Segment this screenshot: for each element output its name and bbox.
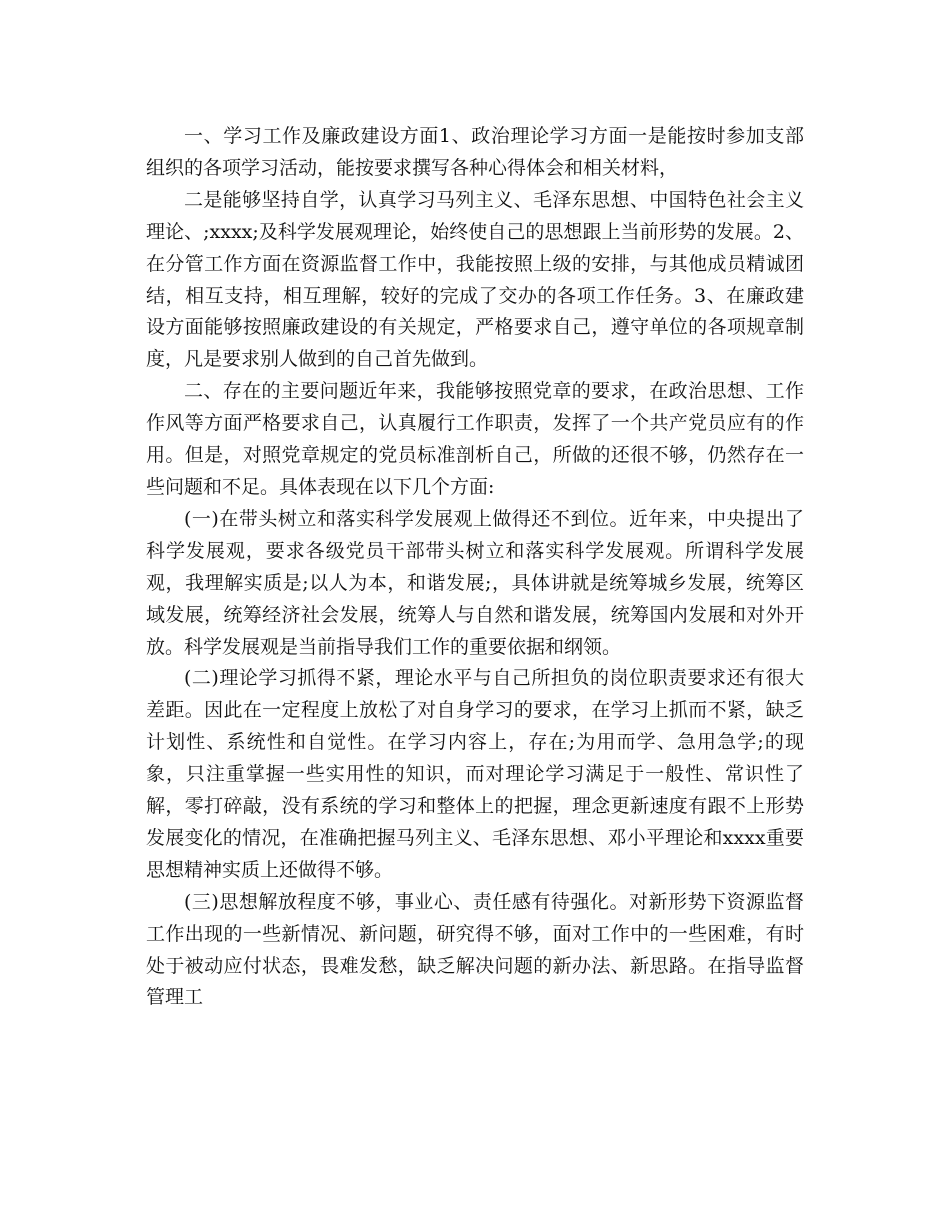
paragraph-4: (一)在带头树立和落实科学发展观上做得还不到位。近年来，中央提出了科学发展观，要求各级党员干部带头树立和落实科学发展观。所谓科学发展观，我理解实质是;以人为本，和谐发展;，具体讲就是统筹城乡发展，统筹区域发展，统筹经济社会发展，统筹人与自然和谐发展，统筹国内发展和对外开放。科学发展观是当前指导我们工作的重要依据和纲领。 <box>146 507 804 658</box>
paragraph-6: (三)思想解放程度不够，事业心、责任感有待强化。对新形势下资源监督工作出现的一些新情况、新问题，研究得不够，面对工作中的一些困难，有时处于被动应付状态，畏难发愁，缺乏解决问题的新办法、新思路。在指导监督管理工 <box>146 890 804 1009</box>
paragraph-2: 二是能够坚持自学，认真学习马列主义、毛泽东思想、中国特色社会主义理论、;xxxx;及科学发展观理论，始终使自己的思想跟上当前形势的发展。2、在分管工作方面在资源监督工作中，我能按照上级的安排，与其他成员精诚团结，相互支持，相互理解，较好的完成了交办的各项工作任务。3、在廉政建设方面能够按照廉政建设的有关规定，严格要求自己，遵守单位的各项规章制度，凡是要求别人做到的自己首先做到。 <box>146 188 804 371</box>
paragraph-5: (二)理论学习抓得不紧，理论水平与自己所担负的岗位职责要求还有很大差距。因此在一定程度上放松了对自身学习的要求，在学习上抓而不紧，缺乏计划性、系统性和自觉性。在学习内容上，存在;为用而学、急用急学;的现象，只注重掌握一些实用性的知识，而对理论学习满足于一般性、常识性了解，零打碎敲，没有系统的学习和整体上的把握，理念更新速度有跟不上形势发展变化的情况，在准确把握马列主义、毛泽东思想、邓小平理论和xxxx重要思想精神实质上还做得不够。 <box>146 667 804 881</box>
paragraph-1: 一、学习工作及廉政建设方面1、政治理论学习方面一是能按时参加支部组织的各项学习活动，能按要求撰写各种心得体会和相关材料， <box>146 125 804 179</box>
paragraph-3: 二、存在的主要问题近年来，我能够按照党章的要求，在政治思想、工作作风等方面严格要求自己，认真履行工作职责，发挥了一个共产党员应有的作用。但是，对照党章规定的党员标准剖析自己，所做的还很不够，仍然存在一些问题和不足。具体表现在以下几个方面: <box>146 380 804 498</box>
